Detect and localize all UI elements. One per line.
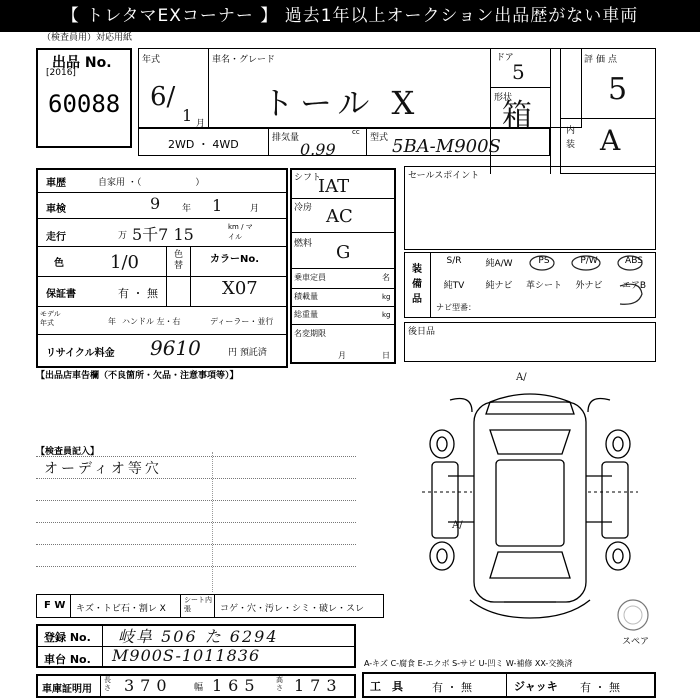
drive-divider	[268, 128, 269, 156]
door-value: 5	[512, 60, 525, 84]
equipment-item: PS	[538, 256, 550, 266]
shift-value: IAT	[318, 176, 350, 197]
model-label: 型式	[370, 133, 389, 143]
fw-divider	[70, 594, 71, 618]
chassis-value: M900S-1011836	[112, 646, 261, 665]
cert-label: 車庫証明用	[42, 684, 92, 695]
inspector-note: オーディオ等穴	[44, 461, 162, 477]
name-value: トール X	[262, 84, 421, 122]
inspection-year: 9	[150, 194, 161, 213]
sales-point-label: セールスポイント	[408, 171, 480, 181]
damage-mark-side: A/	[452, 520, 463, 531]
inspection-year-unit: 年	[182, 204, 192, 214]
color-label: 色	[54, 258, 64, 269]
auction-sheet	[0, 32, 700, 700]
equipment-item: 純ナビ	[485, 281, 513, 291]
deadline-label: 名変期限	[294, 329, 326, 338]
ac-value: AC	[326, 206, 353, 227]
tool-label: 工 具	[370, 680, 403, 693]
capacity-unit: 名	[382, 273, 390, 282]
nav-model-label: ナビ型番：	[436, 303, 476, 312]
equipment-item: 外ナビ	[575, 281, 603, 291]
fuel-value: G	[336, 242, 351, 263]
row-line-4	[36, 276, 288, 277]
spec-line-1	[290, 198, 396, 199]
dealer-label: ディーラー・並行	[210, 317, 274, 326]
later-items-label: 後日品	[408, 327, 436, 337]
auction-banner: 【 トレタマEXコーナー 】 過去1年以上オークション出品歴がない車両	[0, 0, 700, 32]
warranty-label: 保証書	[46, 289, 76, 300]
spec-line-2	[290, 232, 396, 233]
spec-line-5	[290, 306, 396, 307]
door-label: ドア	[496, 53, 514, 63]
color-change-divider	[190, 246, 191, 306]
history-label: 車歴	[46, 178, 66, 189]
form-note: （検査員用）対応用紙	[42, 33, 133, 43]
width-label: 幅	[194, 683, 204, 693]
row-line-6	[36, 334, 288, 335]
length-value: 370	[124, 676, 173, 695]
height-value: 173	[294, 676, 343, 695]
lot-label: 出品 No.	[52, 55, 112, 71]
inspector-label: 【検査員記入】	[36, 447, 100, 457]
weight-label: 積載量	[294, 292, 318, 301]
row-line-1	[36, 192, 288, 193]
history-options: 自家用 ・（ ）	[98, 178, 205, 188]
warranty-options: 有 ・ 無	[118, 287, 158, 300]
inspection-label: 車検	[46, 204, 66, 215]
inspection-month: 1	[212, 196, 223, 215]
equipment-label: 装備品	[412, 264, 422, 305]
row-line-2	[36, 218, 288, 219]
year-label: 年式	[142, 55, 161, 65]
jack-label: ジャッキ	[514, 680, 558, 693]
equipment-divider	[430, 252, 431, 318]
inspection-month-unit: 月	[250, 204, 260, 214]
equipment-item: エアB	[621, 281, 647, 291]
year-tag: [2016]	[46, 68, 76, 78]
tools-divider	[506, 672, 507, 698]
color-change: 色替	[174, 250, 184, 271]
inspector-line-1	[36, 456, 356, 457]
weight-unit: kg	[382, 293, 391, 301]
mileage-value: 5千7 15	[132, 225, 194, 244]
registration-divider	[102, 624, 103, 668]
interior-value: A	[600, 124, 621, 157]
inspector-line-2	[36, 478, 356, 479]
name-label: 車名・グレード	[212, 55, 276, 65]
displacement-unit: cc	[352, 128, 360, 136]
seat-text: コゲ・穴・汚レ・シミ・破レ・スレ	[220, 604, 365, 614]
seat-label: シート内張	[184, 596, 212, 613]
spare-label: スペア	[622, 637, 650, 647]
equipment-item: 純A/W	[485, 259, 513, 269]
color-divider	[166, 246, 167, 306]
displacement-divider	[366, 128, 367, 156]
equipment-item: S/R	[446, 256, 462, 266]
car-damage-diagram	[412, 372, 648, 622]
model-year-label: モデル年式	[40, 310, 61, 327]
month-suffix: 月	[196, 119, 206, 129]
deadline-month: 月	[338, 351, 346, 360]
fuel-label: 燃料	[294, 239, 313, 249]
inspector-line-3	[36, 500, 356, 501]
score-divider-h	[560, 118, 656, 119]
recycle-unit: 円 預託済	[228, 348, 267, 358]
seat-divider-right	[214, 594, 215, 618]
score-divider	[550, 48, 551, 174]
ac-label: 冷房	[294, 203, 313, 213]
mileage-unit-man: 万	[118, 231, 128, 241]
capacity-label: 乗車定員	[294, 273, 326, 282]
total-weight-label: 総重量	[294, 310, 318, 319]
reg-value: 岐阜 506 た 6294	[118, 627, 279, 646]
shape-label: 形状	[494, 93, 513, 103]
drive-label: 2WD ・ 4WD	[168, 138, 239, 151]
model-value: 5BA-M900S	[392, 136, 501, 157]
inspector-line-6	[36, 566, 356, 567]
damage-codes-legend: A-キズ C-腐食 E-エクボ S-サビ U-凹ミ W-補修 XX-交換済	[364, 659, 573, 668]
inspector-divider	[212, 452, 213, 592]
score-value: 5	[608, 72, 628, 107]
equipment-item: 革シート	[525, 281, 562, 291]
displacement-value: 0.99	[300, 140, 336, 159]
seat-divider-left	[180, 594, 181, 618]
year-value: 6/	[150, 82, 176, 112]
door-shape-divider	[490, 87, 550, 88]
recycle-label: リサイクル料金	[46, 348, 115, 359]
length-label: 長さ	[104, 676, 111, 692]
year-divider	[208, 48, 209, 128]
spec-line-6	[290, 324, 396, 325]
jack-options: 有 ・ 無	[580, 681, 620, 694]
total-weight-unit: kg	[382, 311, 391, 319]
equipment-item: P/W	[580, 256, 598, 266]
damage-mark-front: A/	[516, 372, 527, 383]
chassis-label: 車台 No.	[44, 653, 91, 666]
equipment-item: ABS	[625, 256, 643, 266]
displacement-label: 排気量	[272, 133, 300, 143]
shape-value: 箱	[502, 98, 532, 133]
color-no-value: X07	[222, 278, 258, 299]
handle-label: ハンドル 左・右	[122, 317, 181, 326]
mileage-label: 走行	[46, 232, 66, 243]
model-year-unit: 年	[108, 317, 116, 326]
color-no-label: カラーNo.	[210, 254, 260, 265]
inspector-line-5	[36, 544, 356, 545]
fw-text: キズ・トビ石・割レ X	[76, 604, 166, 614]
score-label: 評価点	[584, 55, 621, 65]
deadline-day: 日	[382, 351, 390, 360]
color-value: 1/0	[110, 252, 139, 273]
spec-line-3	[290, 268, 396, 269]
equipment-item: 純TV	[443, 281, 465, 291]
height-label: 高さ	[276, 676, 283, 692]
tool-options: 有 ・ 無	[432, 681, 472, 694]
equipment-circle-marks	[520, 252, 656, 314]
reg-label: 登録 No.	[44, 631, 91, 644]
spare-wheel-icon	[616, 598, 650, 632]
inspector-line-4	[36, 522, 356, 523]
width-value: 165	[212, 676, 261, 695]
mileage-unit: km / マイル	[228, 223, 253, 241]
row-line-5	[36, 306, 288, 307]
cert-divider	[100, 674, 101, 698]
recycle-value: 9610	[150, 336, 201, 360]
shift-label: シフト	[294, 173, 322, 183]
month-value: 1	[182, 106, 193, 125]
interior-label: 内装	[566, 126, 576, 150]
fw-label: F W	[44, 600, 66, 611]
lot-number: 60088	[48, 90, 121, 118]
row-line-3	[36, 246, 288, 247]
report-label: 【出品店車告欄（不良箇所・欠品・注意事項等）】	[36, 371, 239, 381]
spec-line-4	[290, 288, 396, 289]
later-items-box	[404, 322, 656, 362]
